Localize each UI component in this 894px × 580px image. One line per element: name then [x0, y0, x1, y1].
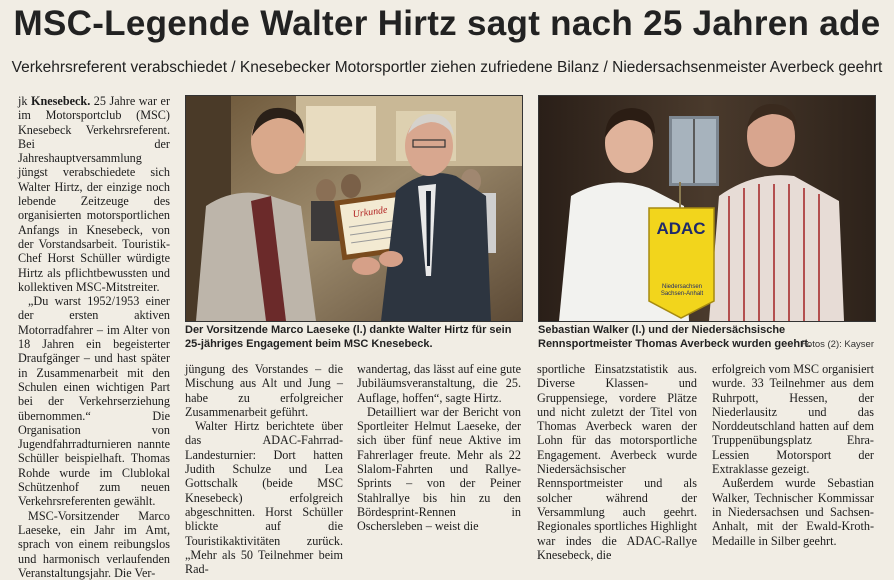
caption-photo-1: Der Vorsitzende Marco Laeseke (l.) dankte Walter Hirtz für sein 25-jähriges Engagement beim MSC Knesebeck. [185, 324, 512, 350]
paragraph: Detailliert war der Bericht von Sportleiter Helmut Laeseke, der sich über fünf neue Aktive im Fahrerlager freute. Mehr als 22 Slalom-Fahrten und Rallye-Sprints – von der Peiner Stahlrallye bis hin zu den Bördesprint-Rennen in Oschersleben – weist die [357, 404, 521, 534]
column-4 [537, 362, 697, 562]
paragraph-text: 25 Jahre war er im Motorsportclub (MSC) Knesebeck Verkehrsreferent. Bei der Jahreshauptversammlung jüngst verabschiedete sich Walter Hirtz, der einzige noch lebende Zeitzeuge des organisierten motorsportlichen Anfangs in Knesebeck, von der Vorstandsarbeit. Touristik-Chef Horst Schüller würdigte Hirtz als pflichtbewussten und kollektiven MSC-Mitstreiter. [18, 94, 171, 294]
column-3 [357, 362, 521, 550]
subheadline: Verkehrsreferent verabschiedet / Knesebecker Motorsportler ziehen zufriedene Bilanz / Niedersachsenmeister Averbeck geehrt [11, 59, 883, 76]
photo-credit-label: Fotos (2): [801, 339, 842, 350]
paragraph: wandertag, das lässt auf eine gute Jubiläumsveranstaltung, die 25. Auflage, hoffen“, sagte Hirtz. [357, 362, 521, 405]
certificate-title: Urkunde [352, 204, 389, 221]
paragraph: Außerdem wurde Sebastian Walker, Technischer Kommissar in Niedersachsen und Sachsen-Anhalt, mit der Ewald-Kroth-Medaille in Silber geehrt. [712, 476, 874, 548]
column-1 [18, 94, 171, 580]
column-5 [712, 362, 874, 550]
paragraph: MSC-Vorsitzender Marco Laeseke, ein Jahr im Amt, sprach von einem reibungslos und harmonisch verlaufenden Veranstaltungsjahr. Die Ver- [18, 508, 170, 580]
paragraph: erfolgreich vom MSC organisiert wurde. 33 Teilnehmer aus dem Ruhrpott, Hessen, der Niederlausitz und das Norddeutschland hatten auf dem Truppenübungsplatz Ehra-Lessien Motorsport der Extraklasse gezeigt. [712, 362, 874, 477]
paragraph: „Du warst 1952/1953 einer der ersten aktiven Motorradfahrer – im Alter von 18 Jahren ein begeisterter Draufgänger – und hast später in Zusammenarbeit mit den Schulen einen wichtigen Part bei der Verkehrserziehung übernommen.“ Die Organisation von Jugendfahrradturnieren nannte Schüller beispielhaft. Thomas Rohde wurde im Clublokal Schützenhof zum neuen Verkehrsreferenten gewählt. [18, 294, 170, 509]
paragraph-intro [18, 94, 170, 294]
dateline: Knesebeck. [31, 94, 91, 108]
caption-photo-2: Sebastian Walker (l.) und der Niedersächsische Rennsportmeister Thomas Averbeck wurden geehrt. [538, 324, 812, 350]
pennant-sublabel: Niedersachsen Sachsen-Anhalt [660, 284, 704, 297]
photo-honorees [538, 95, 876, 322]
photo-honorees-image [539, 96, 875, 321]
paragraph: jüngung des Vorstandes – die Mischung aus Alt und Jung – habe zu erfolgreicher Zusammenarbeit geführt. [185, 362, 343, 419]
photo-credit [801, 339, 874, 350]
headline: MSC-Legende Walter Hirtz sagt nach 25 Jahren ade [13, 4, 881, 43]
pennant-label: ADAC [656, 219, 706, 238]
photo-award-ceremony-image [186, 96, 522, 321]
paragraph: Walter Hirtz berichtete über das ADAC-Fahrrad-Landesturnier: Dort hatten Judith Schulze und Lea Gottschalk (beide MSC Knesebeck) erfolgreich abgeschnitten. Horst Schüller blickte auf die Touristikaktivitäten zurück. „Mehr als 50 Teilnehmer beim Rad- [185, 419, 343, 577]
photo-credit-name: Kayser [844, 339, 874, 350]
byline: jk [18, 94, 28, 108]
column-2 [185, 362, 343, 577]
photo-award-ceremony [185, 95, 523, 322]
paragraph: sportliche Einsatzstatistik aus. Diverse Klassen- und Gruppensiege, vordere Plätze und nicht zuletzt der Titel von Thomas Averbeck waren der Lohn für das motorsportliche Engagement. Averbeck wurde Niedersächsischer Rennsportmeister und als solcher während der Versammlung auch geehrt. Regionales sportliches Highlight war indes die ADAC-Rallye Knesebeck, die [537, 362, 697, 562]
